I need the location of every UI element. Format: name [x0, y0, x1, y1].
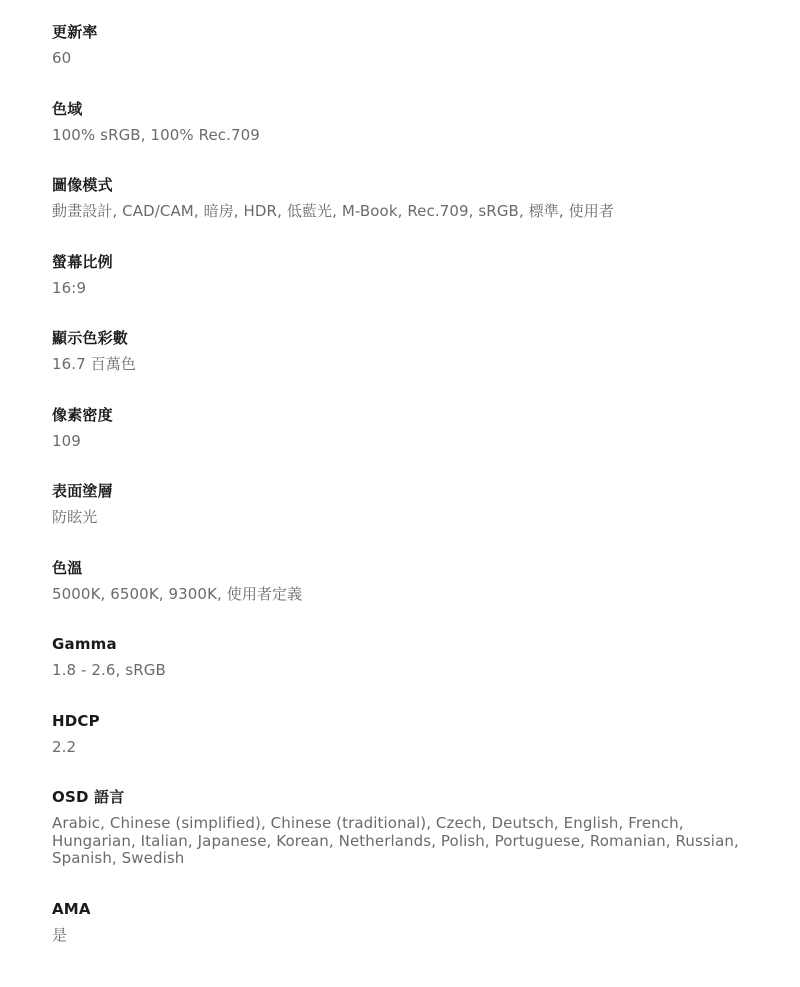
spec-value: 1.8 - 2.6, sRGB: [52, 661, 166, 679]
spec-label: 螢幕比例: [52, 252, 113, 271]
spec-item-color-temperature: [52, 558, 760, 604]
spec-value: Arabic, Chinese (simplified), Chinese (traditional), Czech, Deutsch, English, French, Hungarian, Italian, Japanese, Korean, Netherlands, Polish, Portuguese, Romanian, Russian, Spanish, Swedish: [52, 814, 739, 867]
spec-label: 表面塗層: [52, 482, 113, 500]
spec-value: 16.7 百萬色: [52, 355, 136, 373]
spec-item-picture-mode: [52, 175, 760, 221]
spec-label: 更新率: [52, 23, 98, 41]
spec-item-display-colors: [52, 328, 760, 374]
spec-item-ama: [52, 899, 760, 945]
spec-value: 2.2: [52, 737, 77, 756]
spec-item-pixel-density: [52, 405, 760, 451]
spec-value: 防眩光: [52, 508, 98, 526]
spec-label: 色域: [52, 99, 83, 118]
spec-label: 色溫: [52, 558, 83, 577]
spec-label: HDCP: [52, 711, 100, 730]
spec-label: 圖像模式: [52, 176, 113, 194]
spec-item-surface-treatment: [52, 481, 760, 527]
spec-value: 5000K, 6500K, 9300K, 使用者定義: [52, 584, 303, 603]
spec-value: 是: [52, 925, 68, 944]
spec-item-gamma: [52, 634, 760, 680]
spec-value: 16:9: [52, 278, 87, 297]
spec-item-osd-language: [52, 787, 760, 868]
spec-label: AMA: [52, 899, 91, 918]
spec-item-hdcp: [52, 711, 760, 757]
spec-label: 像素密度: [52, 405, 113, 424]
spec-value: 60: [52, 49, 72, 67]
spec-label: 顯示色彩數: [52, 329, 129, 347]
spec-label: Gamma: [52, 635, 117, 653]
spec-item-aspect-ratio: [52, 252, 760, 298]
spec-value: 109: [52, 431, 81, 450]
spec-value: 動畫設計, CAD/CAM, 暗房, HDR, 低藍光, M-Book, Rec.709, sRGB, 標準, 使用者: [52, 202, 614, 220]
spec-item-color-gamut: [52, 99, 760, 145]
spec-item-refresh-rate: [52, 22, 760, 68]
spec-label: OSD 語言: [52, 788, 125, 806]
spec-value: 100% sRGB, 100% Rec.709: [52, 125, 260, 144]
